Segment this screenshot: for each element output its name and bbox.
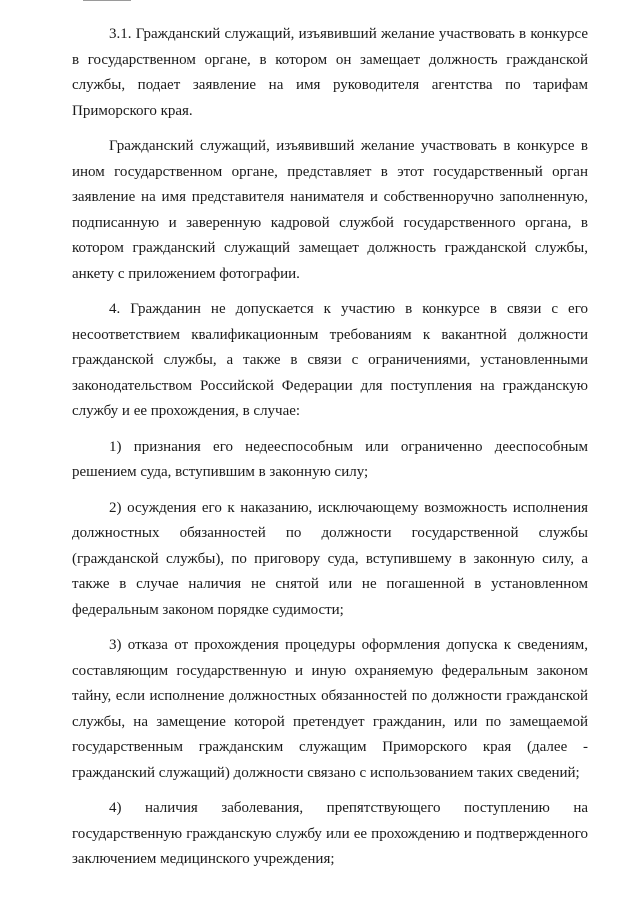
paragraph-3-1: 3.1. Гражданский служащий, изъявивший желание участвовать в конкурсе в государственном органе, в котором он замещает должность гражданской службы, подает заявление на имя руководителя агентства по тарифам Приморского края. [72, 26, 588, 119]
paragraph-4-item-4: 4) наличия заболевания, препятствующего поступлению на государственную гражданскую службу или ее прохождению и подтвержденного заключением медицинского учреждения; [72, 800, 588, 867]
paragraph-4: 4. Гражданин не допускается к участию в конкурсе в связи с его несоответствием квалификационным требованиям к вакантной должности гражданской службы, а также в связи с ограничениями, установленными законодательством Российской Федерации для поступления на гражданскую службу и ее прохождения, в случае: [72, 301, 588, 419]
document-page [72, 22, 588, 873]
paragraph-4-item-1: 1) признания его недееспособным или ограниченно дееспособным решением суда, вступившим в законную силу; [72, 438, 588, 480]
scan-edge-mark [83, 0, 131, 1]
paragraph-4-item-3: 3) отказа от прохождения процедуры оформления допуска к сведениям, составляющим государственную и иную охраняемую федеральным законом тайну, если исполнение должностных обязанностей по должности гражданской службы, на замещение которой претендует гражданин, или по замещаемой государственным гражданским служащим Приморского края (далее - гражданский служащий) должности связано с использованием таких сведений; [72, 637, 588, 781]
paragraph-other-organ: Гражданский служащий, изъявивший желание участвовать в конкурсе в ином государственном органе, представляет в этот государственный орган заявление на имя представителя нанимателя и собственноручно заполненную, подписанную и заверенную кадровой службой государственного органа, в котором гражданский служащий замещает должность гражданской службы, анкету с приложением фотографии. [72, 138, 588, 282]
paragraph-4-item-2: 2) осуждения его к наказанию, исключающему возможность исполнения должностных обязанностей по должности государственной службы (гражданской службы), по приговору суда, вступившему в законную силу, а также в случае наличия не снятой или не погашенной в установленном федеральным законом порядке судимости; [72, 499, 588, 618]
